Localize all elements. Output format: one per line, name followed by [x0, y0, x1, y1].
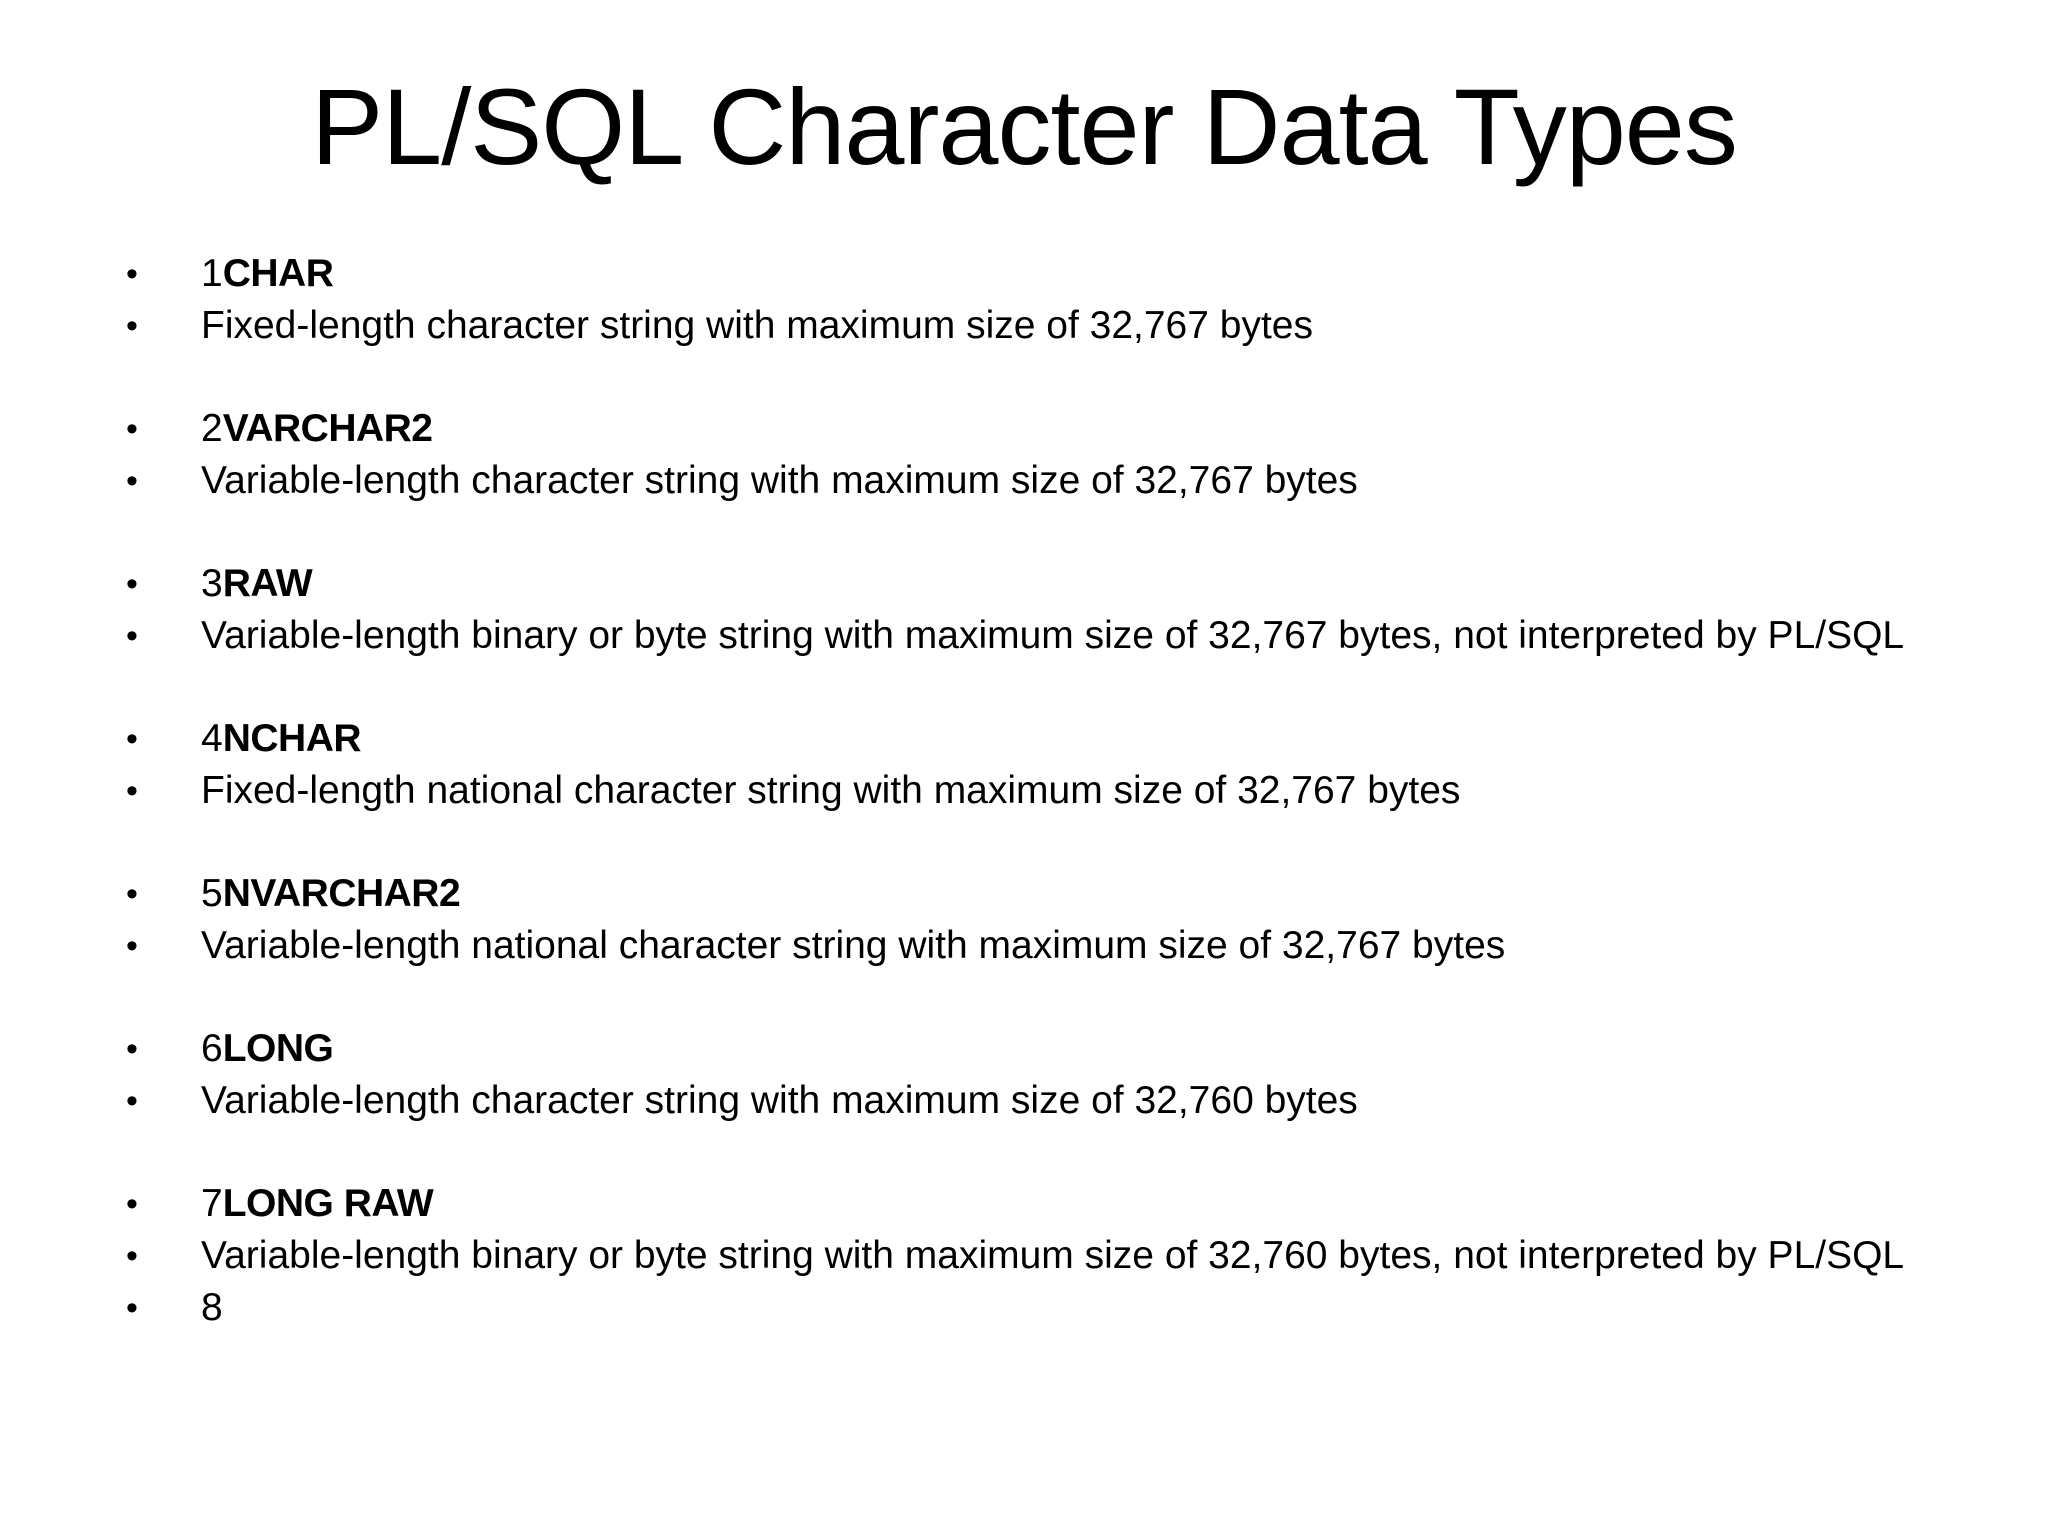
type-heading: [201, 248, 333, 300]
list-item-type-name: [0, 1023, 2048, 1075]
type-heading: [201, 403, 433, 455]
bullet-dot-icon: •: [126, 307, 138, 345]
type-description: Variable-length binary or byte string with maximum size of 32,767 bytes, not interpreted by PL/SQL: [201, 614, 1905, 657]
list-item-type-description: [0, 300, 2048, 352]
type-heading: [201, 713, 361, 765]
bullet-dot-icon: •: [126, 255, 138, 293]
type-heading: [201, 558, 312, 610]
type-number: 3: [201, 562, 223, 605]
type-description: Variable-length binary or byte string with maximum size of 32,760 bytes, not interpreted by PL/SQL: [201, 1234, 1905, 1277]
bullet-dot-icon: •: [126, 565, 138, 603]
bullet-dot-icon: •: [126, 720, 138, 758]
list-item-type-name: [0, 713, 2048, 765]
bullet-dot-icon: •: [126, 1289, 138, 1327]
type-description: Fixed-length national character string with maximum size of 32,767 bytes: [201, 769, 1461, 812]
bullet-dot-icon: •: [126, 410, 138, 448]
list-item-type-description: [0, 1075, 2048, 1127]
list-item-type-description: [0, 455, 2048, 507]
type-name: RAW: [222, 562, 313, 605]
list-item-type-description: [0, 1230, 2048, 1282]
type-number: 7: [201, 1182, 223, 1225]
list-item-type-description: [0, 765, 2048, 817]
bullet-dot-icon: •: [126, 875, 138, 913]
trailing-number: 8: [201, 1286, 223, 1329]
type-heading: [201, 1023, 333, 1075]
type-name: NCHAR: [222, 717, 362, 760]
bullet-dot-icon: •: [126, 927, 138, 965]
type-name: CHAR: [222, 252, 334, 295]
list-item-type-name: [0, 248, 2048, 300]
type-name: LONG RAW: [222, 1182, 434, 1225]
type-description: Variable-length character string with maximum size of 32,760 bytes: [201, 1079, 1358, 1122]
bullet-dot-icon: •: [126, 462, 138, 500]
bullet-dot-icon: •: [126, 1237, 138, 1275]
type-description: Variable-length national character string with maximum size of 32,767 bytes: [201, 924, 1506, 967]
type-number: 2: [201, 407, 223, 450]
type-name: NVARCHAR2: [222, 872, 461, 915]
list-item-type-name: [0, 403, 2048, 455]
bullet-dot-icon: •: [126, 617, 138, 655]
bullet-dot-icon: •: [126, 1185, 138, 1223]
list-item-type-description: [0, 610, 2048, 662]
bullet-dot-icon: •: [126, 1082, 138, 1120]
type-name: VARCHAR2: [222, 407, 433, 450]
list-item-type-name: [0, 558, 2048, 610]
type-heading: [201, 1178, 433, 1230]
type-number: 4: [201, 717, 223, 760]
type-name: LONG: [222, 1027, 334, 1070]
type-heading: [201, 868, 460, 920]
type-description: Fixed-length character string with maximum size of 32,767 bytes: [201, 304, 1313, 347]
list-item-type-name: [0, 868, 2048, 920]
bullet-dot-icon: •: [126, 1030, 138, 1068]
list-item-type-name: [0, 1178, 2048, 1230]
bullet-dot-icon: •: [126, 772, 138, 810]
bullet-list: [0, 248, 2048, 1334]
type-number: 1: [201, 252, 223, 295]
type-number: 6: [201, 1027, 223, 1070]
slide-title: PL/SQL Character Data Types: [311, 66, 1737, 187]
list-item-trailing: [0, 1282, 2048, 1334]
type-number: 5: [201, 872, 223, 915]
type-description: Variable-length character string with maximum size of 32,767 bytes: [201, 459, 1358, 502]
list-item-type-description: [0, 920, 2048, 972]
